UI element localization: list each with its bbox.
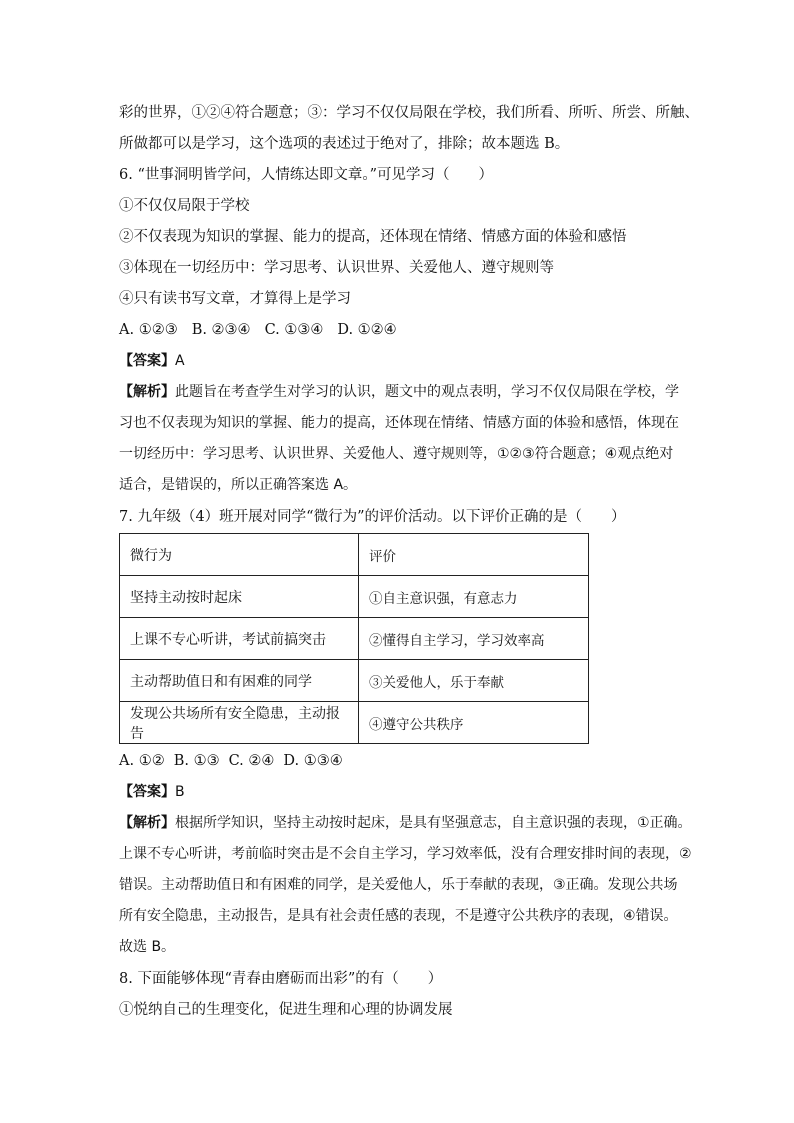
option-d: D. ①③④ [283, 753, 343, 769]
table-cell: 上课不专心听讲，考试前搞突击 [120, 618, 359, 660]
evaluation-table [119, 533, 589, 744]
table-cell: ④遵守公共秩序 [359, 702, 589, 744]
table-header: 评价 [359, 534, 589, 576]
question-6-answer [119, 351, 185, 371]
analysis-text: 此题旨在考查学生对学习的认识，题文中的观点表明，学习不仅仅局限在学校，学 [175, 384, 679, 400]
analysis-text: 所有安全隐患，主动报告，是具有社会责任感的表现，不是遵守公共秩序的表现，④错误。 [119, 908, 678, 924]
analysis-tag: 【解析】 [119, 815, 175, 831]
table-cell: ③关爱他人，乐于奉献 [359, 660, 589, 702]
question-6-item: ①不仅仅局限于学校 [119, 198, 250, 214]
answer-value: A [175, 353, 185, 369]
option-d: D. ①②④ [337, 322, 397, 338]
text-line: 所做都可以是学习，这个选项的表述过于绝对了，排除；故本题选 B。 [119, 136, 570, 152]
analysis-text: 习也不仅表现为知识的掌握、能力的提高，还体现在情绪、情感方面的体验和感悟，体现在 [119, 415, 679, 431]
table-cell: 发现公共场所有安全隐患，主动报告 [120, 702, 359, 744]
analysis-text: 适合，是错误的，所以正确答案选 A。 [119, 477, 358, 493]
table-cell: 主动帮助值日和有困难的同学 [120, 660, 359, 702]
table-row [120, 660, 589, 702]
table-row [120, 702, 589, 744]
question-6-item: ④只有读书写文章，才算得上是学习 [119, 291, 351, 307]
question-6-options [119, 320, 411, 340]
table-header: 微行为 [120, 534, 359, 576]
table-cell: ②懂得自主学习，学习效率高 [359, 618, 589, 660]
option-c: C. ①③④ [264, 322, 324, 338]
answer-value: B [175, 784, 185, 800]
analysis-tag: 【解析】 [119, 384, 175, 400]
question-8-item: ①悦纳自己的生理变化，促进生理和心理的协调发展 [119, 1002, 453, 1018]
question-7-stem: 7. 九年级（4）班开展对同学“微行为”的评价活动。以下评价正确的是（ ） [119, 509, 626, 525]
option-a: A. ①②③ [119, 322, 178, 338]
table-cell: ①自主意识强，有意志力 [359, 576, 589, 618]
question-7-answer [119, 782, 185, 802]
table-header-row [120, 534, 589, 576]
text-line: 彩的世界，①②④符合题意；③：学习不仅仅局限在学校，我们所看、所听、所尝、所触、 [119, 105, 699, 121]
table-row [120, 618, 589, 660]
question-6-item: ②不仅表现为知识的掌握、能力的提高，还体现在情绪、情感方面的体验和感悟 [119, 229, 627, 245]
question-8-stem: 8. 下面能够体现“青春由磨砺而出彩”的有（ ） [119, 971, 443, 987]
analysis-text: 根据所学知识，坚持主动按时起床，是具有坚强意志，自主意识强的表现，①正确。 [175, 815, 692, 831]
question-7-options [119, 751, 352, 771]
option-b: B. ①③ [173, 753, 220, 769]
question-6-analysis [119, 382, 679, 402]
table-cell: 坚持主动按时起床 [120, 576, 359, 618]
analysis-text: 错误。主动帮助值日和有困难的同学，是关爱他人，乐于奉献的表现，③正确。发现公共场 [119, 877, 678, 893]
question-6-item: ③体现在一切经历中：学习思考、认识世界、关爱他人、遵守规则等 [119, 260, 554, 276]
question-7-analysis [119, 813, 692, 833]
analysis-text: 一切经历中：学习思考、认识世界、关爱他人、遵守规则等，①②③符合题意；④观点绝对 [119, 446, 674, 462]
option-a: A. ①② [119, 753, 165, 769]
answer-tag: 【答案】 [119, 784, 175, 800]
option-c: C. ②④ [228, 753, 275, 769]
analysis-text: 上课不专心听讲，考前临时突击是不会自主学习，学习效率低，没有合理安排时间的表现，② [119, 846, 692, 862]
question-6-stem: 6. “世事洞明皆学问，人情练达即文章。”可见学习（ ） [119, 167, 494, 183]
option-b: B. ②③④ [191, 322, 251, 338]
answer-tag: 【答案】 [119, 353, 175, 369]
table-row [120, 576, 589, 618]
analysis-text: 故选 B。 [119, 939, 176, 955]
